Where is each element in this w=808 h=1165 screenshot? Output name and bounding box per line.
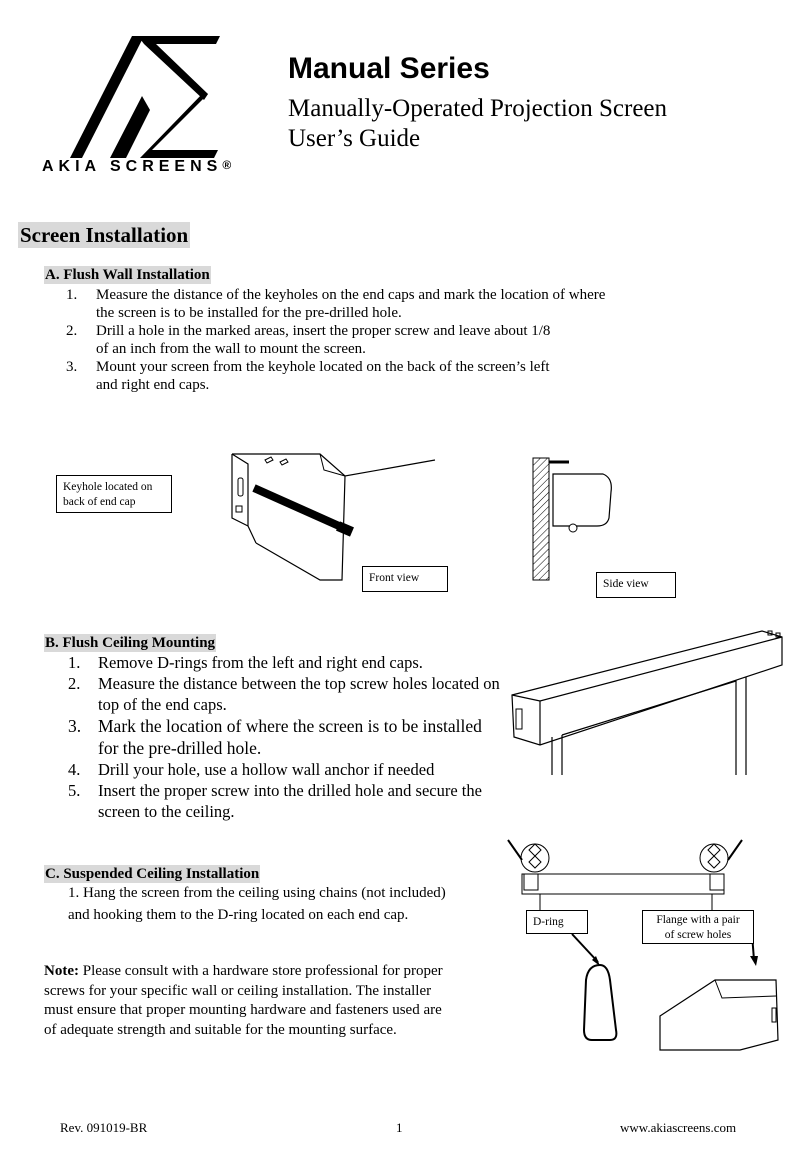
section-title: Screen Installation — [20, 223, 189, 247]
footer-revision: Rev. 091019-BR — [60, 1120, 148, 1135]
list-item: 1. Measure the distance of the keyholes on the end caps and mark the location of where the screen is to be installed for the pre-drilled hole. — [66, 287, 606, 321]
list-item: 2. Measure the distance between the top screw holes located on top of the end caps. — [68, 674, 500, 714]
list-item: 2. Drill a hole in the marked areas, insert the proper screw and leave about 1/8 of an inch from the wall to mount the screen. — [66, 323, 551, 357]
list-item: 5. Insert the proper screw into the drilled hole and secure the screen to the ceiling. — [68, 781, 482, 821]
series-title: Manual Series — [288, 52, 490, 85]
flush-ceiling-steps — [68, 652, 508, 822]
d-ring-label: D-ring — [526, 910, 588, 934]
keyhole-label: Keyhole located on back of end cap — [56, 475, 172, 513]
list-item: 1. Remove D-rings from the left and right end caps. — [68, 653, 423, 672]
ceiling-mount-illustration — [500, 625, 790, 780]
flush-wall-heading: A. Flush Wall Installation — [45, 267, 210, 283]
brand-name: AKIA SCREENS® — [42, 158, 232, 175]
suspended-heading: C. Suspended Ceiling Installation — [45, 866, 260, 882]
suspended-step-1-cont: and hooking them to the D-ring located on each end cap. — [68, 907, 409, 923]
footer-url[interactable]: www.akiascreens.com — [620, 1120, 737, 1135]
list-item: 3. Mark the location of where the screen is to be installed for the pre-drilled hole. — [68, 716, 482, 758]
suspended-step-1: 1. Hang the screen from the ceiling using chains (not included) — [68, 885, 446, 901]
suspended-illustration — [500, 830, 800, 1060]
list-item: 4. Drill your hole, use a hollow wall anchor if needed — [68, 760, 435, 779]
side-view-label: Side view — [596, 572, 676, 598]
side-view-illustration — [525, 452, 620, 582]
front-view-label: Front view — [362, 566, 448, 592]
flush-ceiling-heading: B. Flush Ceiling Mounting — [45, 635, 216, 651]
note-paragraph: Note: Please consult with a hardware store professional for proper screws for your specific wall or ceiling installation. The installer must ensure that proper mounting hardware and fasteners used are of adequate strength and suitable for the mounting surface. — [44, 963, 443, 1038]
footer-page-number: 1 — [396, 1120, 403, 1135]
flange-label: Flange with a pair of screw holes — [642, 910, 754, 944]
guide-subtitle: Manually-Operated Projection Screen User’s Guide — [288, 95, 668, 152]
list-item: 3. Mount your screen from the keyhole located on the back of the screen’s left and right end caps. — [66, 359, 550, 393]
flush-wall-steps — [66, 286, 666, 394]
